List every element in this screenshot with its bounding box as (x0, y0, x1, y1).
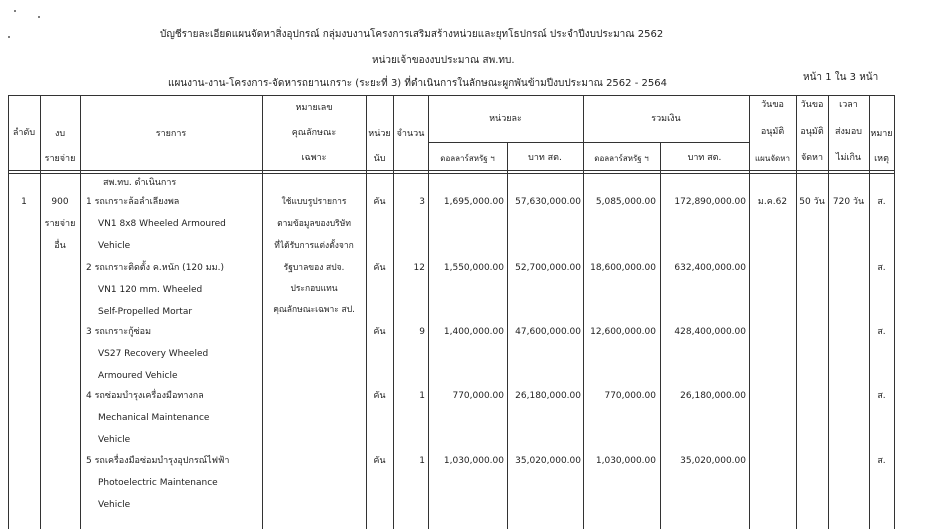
item-description: Photoelectric Maintenance (98, 478, 218, 488)
item-qty: 1 (419, 391, 425, 401)
item-total-usd: 12,600,000.00 (590, 327, 656, 337)
col-header-qty: จำนวน (396, 129, 425, 139)
item-total-usd: 5,085,000.00 (595, 197, 656, 207)
item-description: VN1 8x8 Wheeled Armoured (98, 219, 226, 229)
page-number: หน้า 1 ใน 3 หน้า (803, 72, 879, 83)
col-rule (894, 95, 895, 529)
item-unit-price-thb: 26,180,000.00 (515, 391, 581, 401)
col-header-delivery-3: ไม่เกิน (835, 153, 862, 163)
col-header-budget: งบ (54, 129, 66, 139)
col-header-proc-2: อนุมัติ (800, 127, 824, 137)
header-bottom-rule-double (8, 173, 894, 174)
spec-line: ที่ได้รับการแต่งตั้งจาก (274, 241, 354, 251)
col-header-proc: วันขอ (800, 100, 824, 110)
approve-plan-date: ม.ค.62 (757, 197, 788, 207)
item-unit-price-usd: 1,400,000.00 (443, 327, 504, 337)
item-unit: คัน (373, 197, 386, 207)
header-bottom-rule (8, 170, 894, 171)
item-unit-price-usd: 770,000.00 (452, 391, 504, 401)
col-header-delivery: เวลา (839, 100, 858, 110)
item-unit: คัน (373, 456, 386, 466)
item-unit-price-usd: 1,030,000.00 (443, 456, 504, 466)
col-header-budget-sub: รายจ่าย (44, 154, 76, 164)
col-header-spec-3: เฉพาะ (301, 153, 327, 163)
item-note: ส. (877, 327, 886, 337)
plan-description: แผนงาน-งาน-โครงการ-จัดหารถยานเกราะ (ระยะที่ 3) ที่ดำเนินการในลักษณะผูกพันข้ามปีงบประมาณ 2562 - 2564 (168, 78, 667, 89)
col-header-thb: บาท สต. (528, 153, 562, 163)
col-header-approve: วันขอ (761, 100, 784, 110)
item-qty: 9 (419, 327, 425, 337)
col-header-unit: หน่วย (368, 129, 391, 139)
item-total-thb: 26,180,000.00 (680, 391, 746, 401)
item-note: ส. (877, 456, 886, 466)
scan-speck (8, 36, 10, 38)
scan-speck (38, 16, 40, 18)
section-label: สพ.ทบ. ดำเนินการ (103, 178, 177, 188)
col-rule (8, 95, 9, 529)
item-qty: 12 (413, 263, 425, 273)
item-unit-price-thb: 57,630,000.00 (515, 197, 581, 207)
col-header-total: รวมเงิน (651, 114, 681, 124)
col-header-seq: ลำดับ (12, 128, 36, 138)
item-total-usd: 770,000.00 (604, 391, 656, 401)
col-header-spec-2: คุณลักษณะ (291, 128, 337, 138)
spec-line: ตามข้อมูลของบริษัท (277, 219, 351, 229)
spec-line: ใช้แบบรูปรายการ (281, 197, 347, 207)
col-header-unit-price: หน่วยละ (489, 114, 522, 124)
item-note: ส. (877, 391, 886, 401)
scan-speck (14, 10, 16, 12)
item-total-usd: 1,030,000.00 (595, 456, 656, 466)
item-description: Armoured Vehicle (98, 371, 178, 381)
budget-type-2: อื่น (54, 241, 66, 251)
spec-line: ประกอบแทน (290, 284, 338, 294)
item-note: ส. (877, 263, 886, 273)
document-title: บัญชีรายละเอียดแผนจัดหาสิ่งอุปกรณ์ กลุ่มงบงานโครงการเสริมสร้างหน่วยและยุทโธปกรณ์ ประจำปีงบประมาณ 2562 (160, 29, 664, 40)
col-header-note: หมาย (870, 129, 893, 139)
item-name: 3 รถเกราะกู้ซ่อม (86, 327, 152, 337)
item-note: ส. (877, 197, 886, 207)
budget-code: 900 (51, 197, 69, 207)
item-description: Vehicle (98, 241, 131, 251)
col-header-unit-2: นับ (373, 154, 386, 164)
item-unit: คัน (373, 327, 386, 337)
item-unit-price-thb: 52,700,000.00 (515, 263, 581, 273)
item-unit: คัน (373, 263, 386, 273)
item-description: Vehicle (98, 500, 131, 510)
col-rule (80, 95, 81, 529)
item-total-usd: 18,600,000.00 (590, 263, 656, 273)
row-seq: 1 (21, 197, 27, 207)
col-header-total-usd: ดอลลาร์สหรัฐ ฯ (594, 154, 649, 163)
item-unit: คัน (373, 391, 386, 401)
approve-proc-days: 50 วัน (799, 197, 825, 207)
item-total-thb: 172,890,000.00 (674, 197, 746, 207)
col-header-total-thb: บาท สต. (687, 153, 722, 163)
budget-type: รายจ่าย (44, 219, 76, 229)
spec-line: รัฐบาลของ สปจ. (283, 263, 345, 273)
item-description: Self-Propelled Mortar (98, 307, 193, 317)
budget-owner: หน่วยเจ้าของงบประมาณ สพ.ทบ. (372, 55, 515, 66)
col-header-item: รายการ (155, 129, 187, 139)
item-total-thb: 632,400,000.00 (674, 263, 746, 273)
col-header-spec: หมายเลข (295, 103, 333, 113)
delivery-days: 720 วัน (832, 197, 865, 207)
item-total-thb: 35,020,000.00 (680, 456, 746, 466)
spec-line: คุณลักษณะเฉพาะ สป. (273, 305, 355, 315)
item-description: Mechanical Maintenance (98, 413, 210, 423)
col-header-approve-2: อนุมัติ (760, 127, 785, 137)
col-header-proc-3: จัดหา (800, 153, 824, 163)
item-description: Vehicle (98, 435, 131, 445)
col-header-approve-3: แผนจัดหา (755, 154, 790, 163)
item-qty: 1 (419, 456, 425, 466)
item-name: 2 รถเกราะติดตั้ง ค.หนัก (120 มม.) (86, 263, 224, 273)
item-unit-price-usd: 1,695,000.00 (443, 197, 504, 207)
item-total-thb: 428,400,000.00 (674, 327, 746, 337)
col-header-delivery-2: ส่งมอบ (835, 127, 862, 137)
item-name: 1 รถเกราะล้อลำเลียงพล (86, 197, 180, 207)
item-qty: 3 (419, 197, 425, 207)
item-description: VN1 120 mm. Wheeled (98, 285, 203, 295)
col-header-usd: ดอลลาร์สหรัฐ ฯ (440, 154, 495, 163)
item-unit-price-usd: 1,550,000.00 (443, 263, 504, 273)
col-header-note-2: เหตุ (874, 154, 889, 164)
item-name: 5 รถเครื่องมือซ่อมบำรุงอุปกรณ์ไฟฟ้า (86, 456, 230, 466)
price-subheader-rule (428, 142, 749, 143)
item-description: VS27 Recovery Wheeled (98, 349, 209, 359)
item-name: 4 รถซ่อมบำรุงเครื่องมือทางกล (86, 391, 204, 401)
item-unit-price-thb: 47,600,000.00 (515, 327, 581, 337)
item-unit-price-thb: 35,020,000.00 (515, 456, 581, 466)
table-top-border (8, 95, 894, 96)
